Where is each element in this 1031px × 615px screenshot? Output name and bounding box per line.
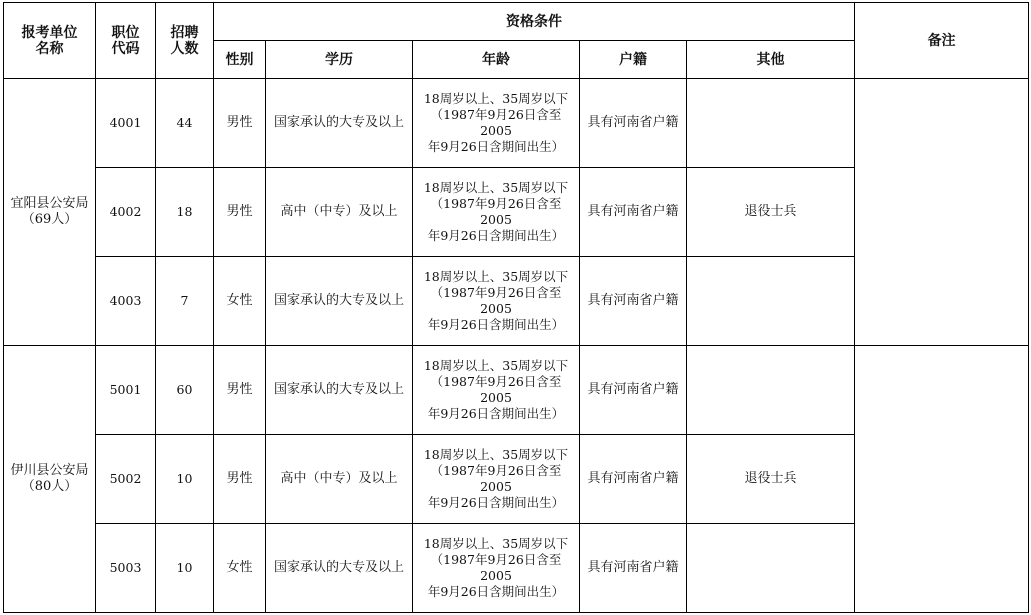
gender-cell: 女性 [214, 257, 266, 346]
education-cell: 国家承认的大专及以上 [266, 524, 413, 613]
other-cell [687, 257, 855, 346]
other-cell: 退役士兵 [687, 168, 855, 257]
age-cell: 18周岁以上、35周岁以下 （1987年9月26日含至2005 年9月26日含期间出生） [413, 435, 580, 524]
hukou-cell: 具有河南省户籍 [580, 257, 687, 346]
header-code: 职位 代码 [96, 3, 156, 79]
count-cell: 44 [156, 79, 214, 168]
count-cell: 10 [156, 435, 214, 524]
other-cell [687, 524, 855, 613]
count-cell: 18 [156, 168, 214, 257]
age-cell: 18周岁以上、35周岁以下 （1987年9月26日含至2005 年9月26日含期间出生） [413, 79, 580, 168]
education-cell: 国家承认的大专及以上 [266, 257, 413, 346]
count-cell: 10 [156, 524, 214, 613]
age-cell: 18周岁以上、35周岁以下 （1987年9月26日含至2005 年9月26日含期间出生） [413, 524, 580, 613]
other-cell [687, 79, 855, 168]
gender-cell: 女性 [214, 524, 266, 613]
gender-cell: 男性 [214, 168, 266, 257]
header-other: 其他 [687, 41, 855, 79]
gender-cell: 男性 [214, 346, 266, 435]
code-cell: 4001 [96, 79, 156, 168]
hukou-cell: 具有河南省户籍 [580, 346, 687, 435]
other-cell: 退役士兵 [687, 435, 855, 524]
table-row [4, 79, 1029, 168]
hukou-cell: 具有河南省户籍 [580, 524, 687, 613]
remarks-cell [855, 79, 1029, 346]
header-unit: 报考单位 名称 [4, 3, 96, 79]
recruitment-table [3, 2, 1029, 613]
code-cell: 4003 [96, 257, 156, 346]
hukou-cell: 具有河南省户籍 [580, 435, 687, 524]
education-cell: 国家承认的大专及以上 [266, 346, 413, 435]
header-qualifications: 资格条件 [214, 3, 855, 41]
gender-cell: 男性 [214, 435, 266, 524]
gender-cell: 男性 [214, 79, 266, 168]
header-gender: 性别 [214, 41, 266, 79]
education-cell: 高中（中专）及以上 [266, 168, 413, 257]
header-remarks: 备注 [855, 3, 1029, 79]
header-age: 年龄 [413, 41, 580, 79]
header-education: 学历 [266, 41, 413, 79]
age-cell: 18周岁以上、35周岁以下 （1987年9月26日含至2005 年9月26日含期间出生） [413, 257, 580, 346]
table-row [4, 346, 1029, 435]
code-cell: 5001 [96, 346, 156, 435]
education-cell: 国家承认的大专及以上 [266, 79, 413, 168]
count-cell: 60 [156, 346, 214, 435]
age-cell: 18周岁以上、35周岁以下 （1987年9月26日含至2005 年9月26日含期间出生） [413, 168, 580, 257]
code-cell: 4002 [96, 168, 156, 257]
code-cell: 5002 [96, 435, 156, 524]
remarks-cell [855, 346, 1029, 613]
education-cell: 高中（中专）及以上 [266, 435, 413, 524]
hukou-cell: 具有河南省户籍 [580, 79, 687, 168]
header-count: 招聘 人数 [156, 3, 214, 79]
unit-name-cell: 宜阳县公安局 （69人） [4, 79, 96, 346]
hukou-cell: 具有河南省户籍 [580, 168, 687, 257]
unit-name-cell: 伊川县公安局 （80人） [4, 346, 96, 613]
count-cell: 7 [156, 257, 214, 346]
age-cell: 18周岁以上、35周岁以下 （1987年9月26日含至2005 年9月26日含期间出生） [413, 346, 580, 435]
header-hukou: 户籍 [580, 41, 687, 79]
code-cell: 5003 [96, 524, 156, 613]
other-cell [687, 346, 855, 435]
